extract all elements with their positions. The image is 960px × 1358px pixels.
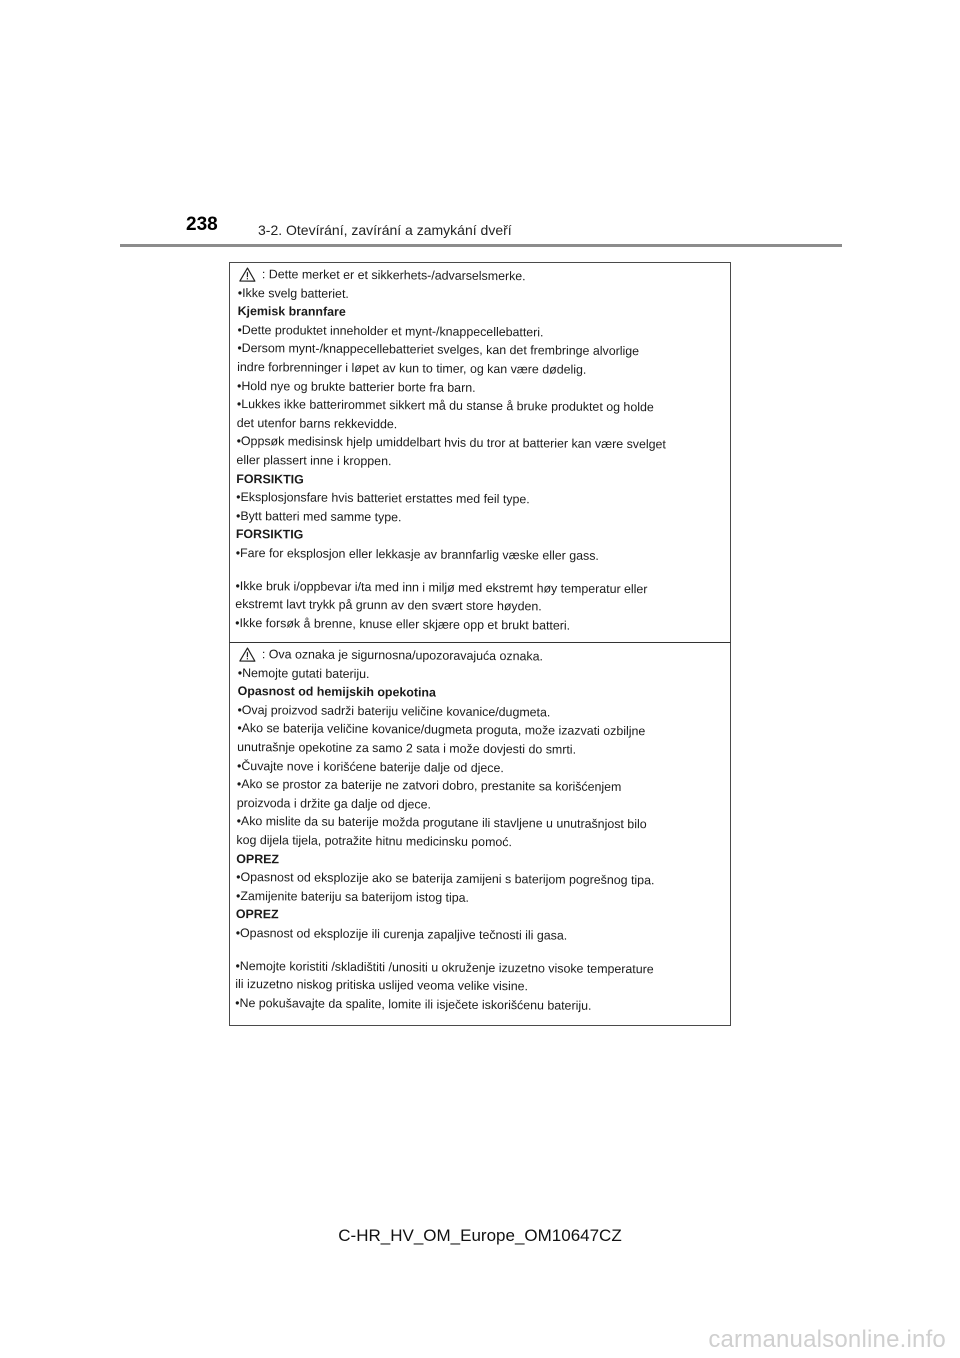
text-line: eller plassert inne i kroppen. [236,452,392,469]
text-line: •Zamijenite bateriju sa baterijom istog tipa. [235,888,470,905]
text-line: •Ikke svelg batteriet. [237,285,349,301]
watermark: carmanualsonline.info [708,1326,946,1353]
text-line: •Ikke bruk i/oppbevar i/ta med inn i miljø med ekstremt høy temperatur eller [235,578,648,596]
text-line: det utenfor barns rekkevidde. [236,415,398,432]
text-line: kog dijela tijela, potražite hitnu medicinsku pomoć. [236,832,513,850]
text-line: •Ako se prostor za baterije ne zatvori dobro, prestanite sa korišćenjem [236,777,622,795]
text-line: •Oppsøk medisinsk hjelp umiddelbart hvis du tror at batterier kan være svelget [236,434,666,452]
section-heading: Kjemisk brannfare [237,304,346,320]
text-line: ekstremt lavt trykk på grunn av den svært store høyden. [235,597,542,614]
text-line: •Ovaj proizvod sadrži bateriju veličine kovanice/dugmeta. [237,702,551,720]
section-heading: FORSIKTIG [235,527,304,542]
text-line: •Nemojte koristiti /skladištiti /unositi u okruženje izuzetno visoke temperature [235,958,654,976]
text-line: •Hold nye og brukte batterier borte fra barn. [236,378,476,395]
text-line: •Ako mislite da su baterije možda progutane ili stavljene u unutrašnjost bilo [236,814,647,832]
document-code: C-HR_HV_OM_Europe_OM10647CZ [338,1226,622,1245]
text-line: indre forbrenninger i løpet av kun to timer, og kan være dødelig. [237,359,587,377]
text-line: •Eksplosjonsfare hvis batteriet erstattes med feil type. [236,490,530,507]
warning-text-norwegian [235,265,726,636]
warning-mark-text: : Dette merket er et sikkerhets-/advarselsmerke. [261,267,526,284]
text-line: •Opasnost od eksplozije ili curenja zapaljive tečnosti ili gasa. [235,925,568,943]
warning-mark-text: : Ova oznaka je sigurnosna/upozoravajuća oznaka. [261,647,544,664]
text-line: •Opasnost od eksplozije ako se baterija zamijeni s baterijom pogrešnog tipa. [236,870,655,888]
section-heading: Opasnost od hemijskih opekotina [237,684,436,700]
warning-box-norwegian [229,262,731,642]
warning-triangle-icon [239,267,256,282]
text-line: •Dette produktet inneholder et mynt-/knappecellebatteri. [237,322,544,340]
text-line: unutrašnje opekotine za samo 2 sata i može dovjesti do smrti. [237,739,577,757]
section-heading: OPREZ [235,907,279,922]
page-number: 238 [186,214,218,235]
section-heading: OPREZ [236,851,280,866]
text-line: •Čuvajte nove i korišćene baterije dalje od djece. [236,758,504,775]
text-line: •Lukkes ikke batterirommet sikkert må du stanse å bruke produktet og holde [236,397,654,415]
text-line: •Ne pokušavajte da spalite, lomite ili isječete iskorišćenu bateriju. [235,995,592,1013]
warning-triangle-icon [239,647,256,662]
text-line: •Bytt batteri med samme type. [235,508,402,525]
warning-text-croatian [235,645,726,1016]
text-line: proizvoda i držite ga dalje od djece. [236,795,432,812]
text-line: •Fare for eksplosjon eller lekkasje av brannfarlig væske eller gass. [235,545,599,563]
text-line: •Nemojte gutati bateriju. [237,665,370,681]
text-line: •Ikke forsøk å brenne, knuse eller skjære opp et brukt batteri. [235,615,571,633]
text-line: ili izuzetno niskog pritiska uslijed veoma velike visine. [235,977,529,994]
warning-box-croatian [229,642,731,1026]
text-line: •Dersom mynt-/knappecellebatteriet svelges, kan det frembringe alvorlige [237,341,640,359]
chapter-title: 3-2. Otevírání, zavírání a zamykání dveří [258,222,512,238]
section-heading: FORSIKTIG [236,471,304,487]
text-line: •Ako se baterija veličine kovanice/dugmeta proguta, može izazvati ozbiljne [237,721,646,739]
header-divider [120,244,842,247]
